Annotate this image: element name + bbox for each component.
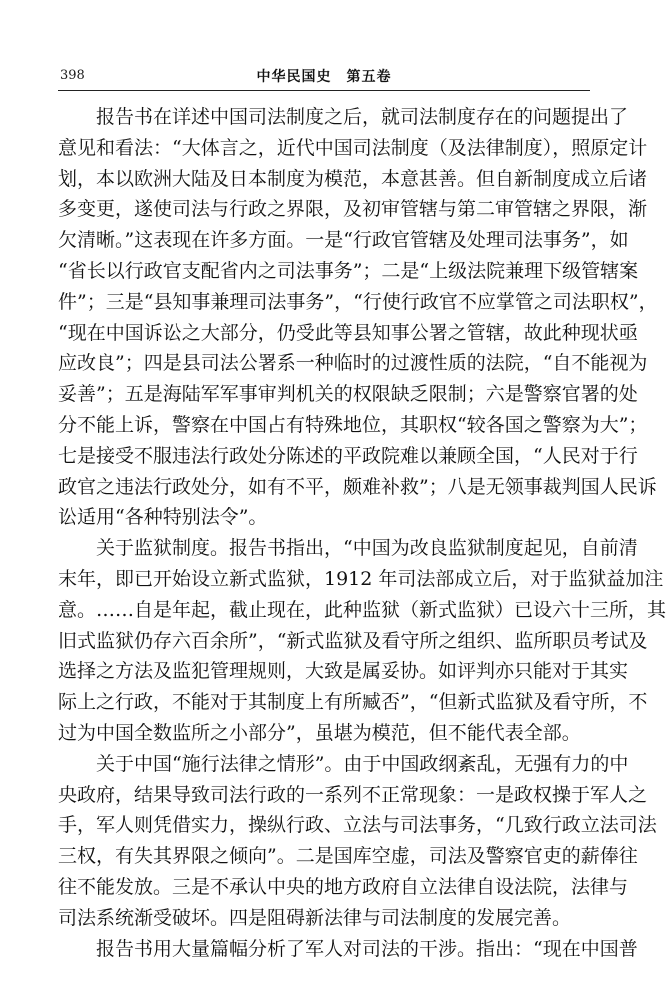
text-line: 末年，即已开始设立新式监狱，1912 年司法部成立后，对于监狱益加注 (58, 567, 664, 590)
text-line: 三权，有失其界限之倾向”。二是国库空虚，司法及警察官吏的薪俸往 (58, 845, 638, 868)
text-line: 意见和看法：“大体言之，近代中国司法制度（及法律制度），照原定计 (58, 136, 648, 159)
text-line: 讼适用“各种特别法令”。 (58, 506, 268, 529)
text-line: 七是接受不服违法行政处分陈述的平政院难以兼顾全国，“人民对于行 (58, 444, 638, 467)
body-text (58, 102, 666, 964)
text-line: 应改良”；四是县司法公署系一种临时的过渡性质的法院，“自不能视为 (58, 352, 648, 375)
text-line: “省长以行政官支配省内之司法事务”；二是“上级法院兼理下级管辖案 (58, 259, 639, 282)
text-line: “现在中国诉讼之大部分，仍受此等县知事公署之管辖，故此种现状亟 (58, 321, 638, 344)
text-line: 妥善”；五是海陆军军事审判机关的权限缺乏限制；六是警察官署的处 (58, 383, 638, 406)
text-line: 政官之违法行政处分，如有不平，颇难补救”；八是无领事裁判国人民诉 (58, 475, 657, 498)
text-line: 意。……自是年起，截止现在，此种监狱（新式监狱）已设六十三所，其 (58, 598, 666, 621)
text-line: 分不能上诉，警察在中国占有特殊地位，其职权“较各国之警察为大”； (58, 413, 648, 436)
header-rule (58, 90, 590, 91)
text-line: 际上之行政，不能对于其制度上有所臧否”，“但新式监狱及看守所，不 (58, 691, 648, 714)
text-line: 司法系统渐受破坏。四是阻碍新法律与司法制度的发展完善。 (58, 906, 572, 929)
text-line: 关于监狱制度。报告书指出，“中国为改良监狱制度起见，自前清 (96, 537, 638, 560)
text-line: 划，本以欧洲大陆及日本制度为模范，本意甚善。但自新制度成立后诸 (58, 167, 648, 190)
text-line: 欠清晰。”这表现在许多方面。一是“行政官管辖及处理司法事务”，如 (58, 229, 629, 252)
text-line: 过为中国全数监所之小部分”，虽堪为模范，但不能代表全部。 (58, 721, 581, 744)
text-line: 报告书用大量篇幅分析了军人对司法的干涉。指出：“现在中国普 (96, 937, 638, 960)
text-line: 选择之方法及监犯管理规则，大致是属妥协。如评判亦只能对于其实 (58, 660, 629, 683)
text-line: 旧式监狱仍存六百余所”，“新式监狱及看守所之组织、监所职员考试及 (58, 629, 648, 652)
page-header (58, 60, 590, 92)
text-line: 关于中国“施行法律之情形”。由于中国政纲紊乱，无强有力的中 (96, 752, 629, 775)
running-title: 中华民国史 第五卷 (256, 69, 392, 85)
text-line: 手，军人则凭借实力，操纵行政、立法与司法事务，“几致行政立法司法 (58, 814, 657, 837)
text-line: 报告书在详述中国司法制度之后，就司法制度存在的问题提出了 (96, 106, 629, 128)
text-line: 往不能发放。三是不承认中央的地方政府自立法律自设法院，法律与 (58, 875, 629, 898)
text-line: 件”；三是“县知事兼理司法事务”，“行使行政官不应掌管之司法职权”， (58, 290, 658, 313)
text-line: 央政府，结果导致司法行政的一系列不正常现象：一是政权操于军人之 (58, 783, 648, 806)
page-number: 398 (60, 68, 85, 83)
text-line: 多变更，遂使司法与行政之界限，及初审管辖与第二审管辖之界限，渐 (58, 198, 648, 221)
